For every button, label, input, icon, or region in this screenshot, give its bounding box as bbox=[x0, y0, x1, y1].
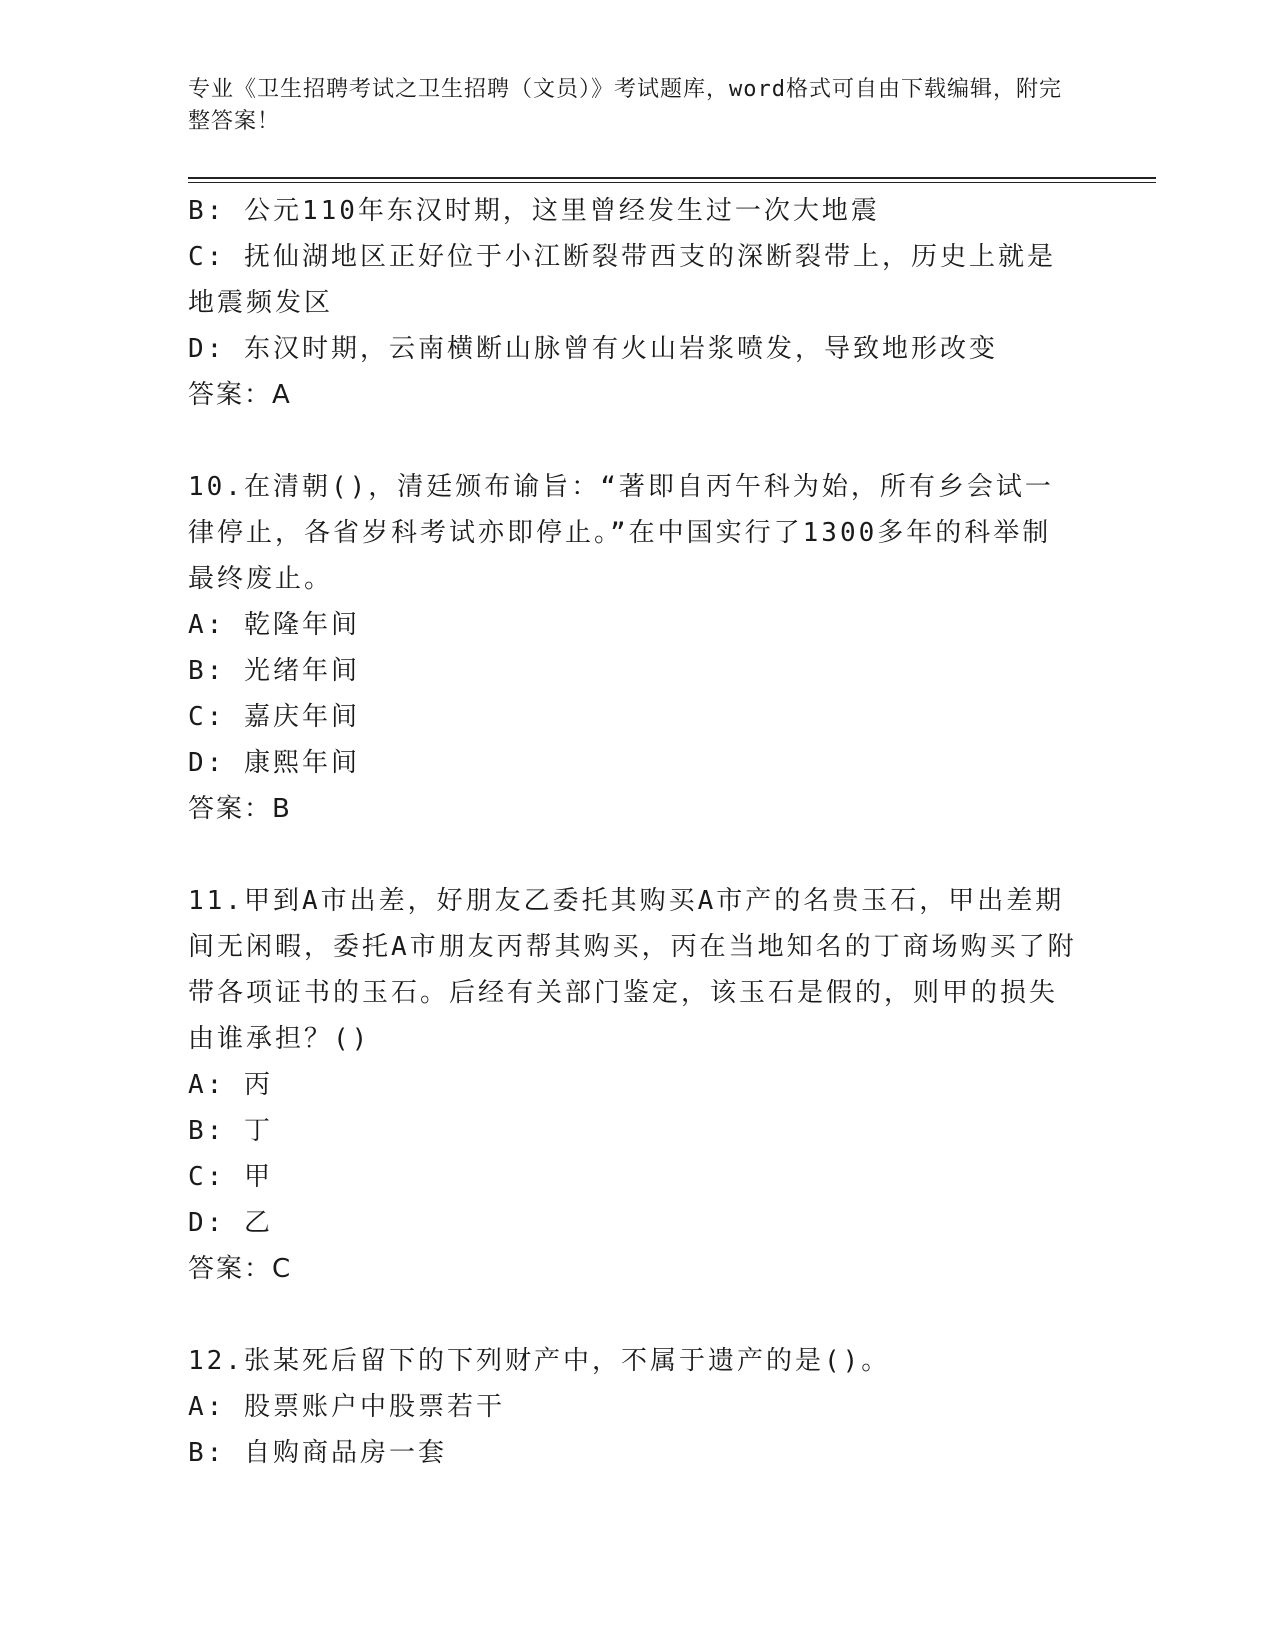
q10-answer: 答案：B bbox=[188, 794, 292, 824]
header-text: 专业《卫生招聘考试之卫生招聘（文员）》考试题库，word格式可自由下载编辑，附完整答案！ bbox=[188, 77, 1062, 134]
q10-option-b: B: 光绪年间 bbox=[188, 656, 360, 686]
q9-answer: 答案：A bbox=[188, 380, 292, 410]
q11-option-b: B: 丁 bbox=[188, 1116, 273, 1146]
q11-answer: 答案：C bbox=[188, 1254, 293, 1284]
q12-option-b: B: 自购商品房一套 bbox=[188, 1438, 447, 1468]
q11-option-c: C: 甲 bbox=[188, 1162, 273, 1192]
header-divider-thick bbox=[188, 177, 1156, 179]
spacer bbox=[188, 418, 1078, 464]
document-body bbox=[188, 188, 1078, 1476]
header-divider-thin bbox=[188, 182, 1156, 183]
question-10 bbox=[188, 464, 1078, 832]
q9-option-d: D: 东汉时期，云南横断山脉曾有火山岩浆喷发，导致地形改变 bbox=[188, 334, 998, 364]
q12-option-a: A: 股票账户中股票若干 bbox=[188, 1392, 505, 1422]
q10-option-d: D: 康熙年间 bbox=[188, 748, 360, 778]
q10-stem: 10.在清朝()，清廷颁布谕旨：“著即自丙午科为始，所有乡会试一律停止，各省岁科考试亦即停止。”在中国实行了1300多年的科举制最终废止。 bbox=[188, 472, 1054, 594]
q11-stem: 11.甲到A市出差，好朋友乙委托其购买A市产的名贵玉石，甲出差期间无闲暇，委托A市朋友丙帮其购买，丙在当地知名的丁商场购买了附带各项证书的玉石。后经有关部门鉴定，该玉石是假的，则甲的损失由谁承担？() bbox=[188, 886, 1077, 1054]
question-9-tail bbox=[188, 188, 1078, 418]
q11-option-a: A: 丙 bbox=[188, 1070, 273, 1100]
question-11 bbox=[188, 878, 1078, 1292]
q9-option-c: C: 抚仙湖地区正好位于小江断裂带西支的深断裂带上，历史上就是地震频发区 bbox=[188, 242, 1056, 318]
document-header bbox=[188, 74, 1068, 138]
q12-stem: 12.张某死后留下的下列财产中，不属于遗产的是()。 bbox=[188, 1346, 891, 1376]
spacer bbox=[188, 1292, 1078, 1338]
question-12 bbox=[188, 1338, 1078, 1476]
q9-option-b: B: 公元110年东汉时期，这里曾经发生过一次大地震 bbox=[188, 196, 880, 226]
q11-option-d: D: 乙 bbox=[188, 1208, 273, 1238]
q10-option-a: A: 乾隆年间 bbox=[188, 610, 360, 640]
spacer bbox=[188, 832, 1078, 878]
q10-option-c: C: 嘉庆年间 bbox=[188, 702, 360, 732]
